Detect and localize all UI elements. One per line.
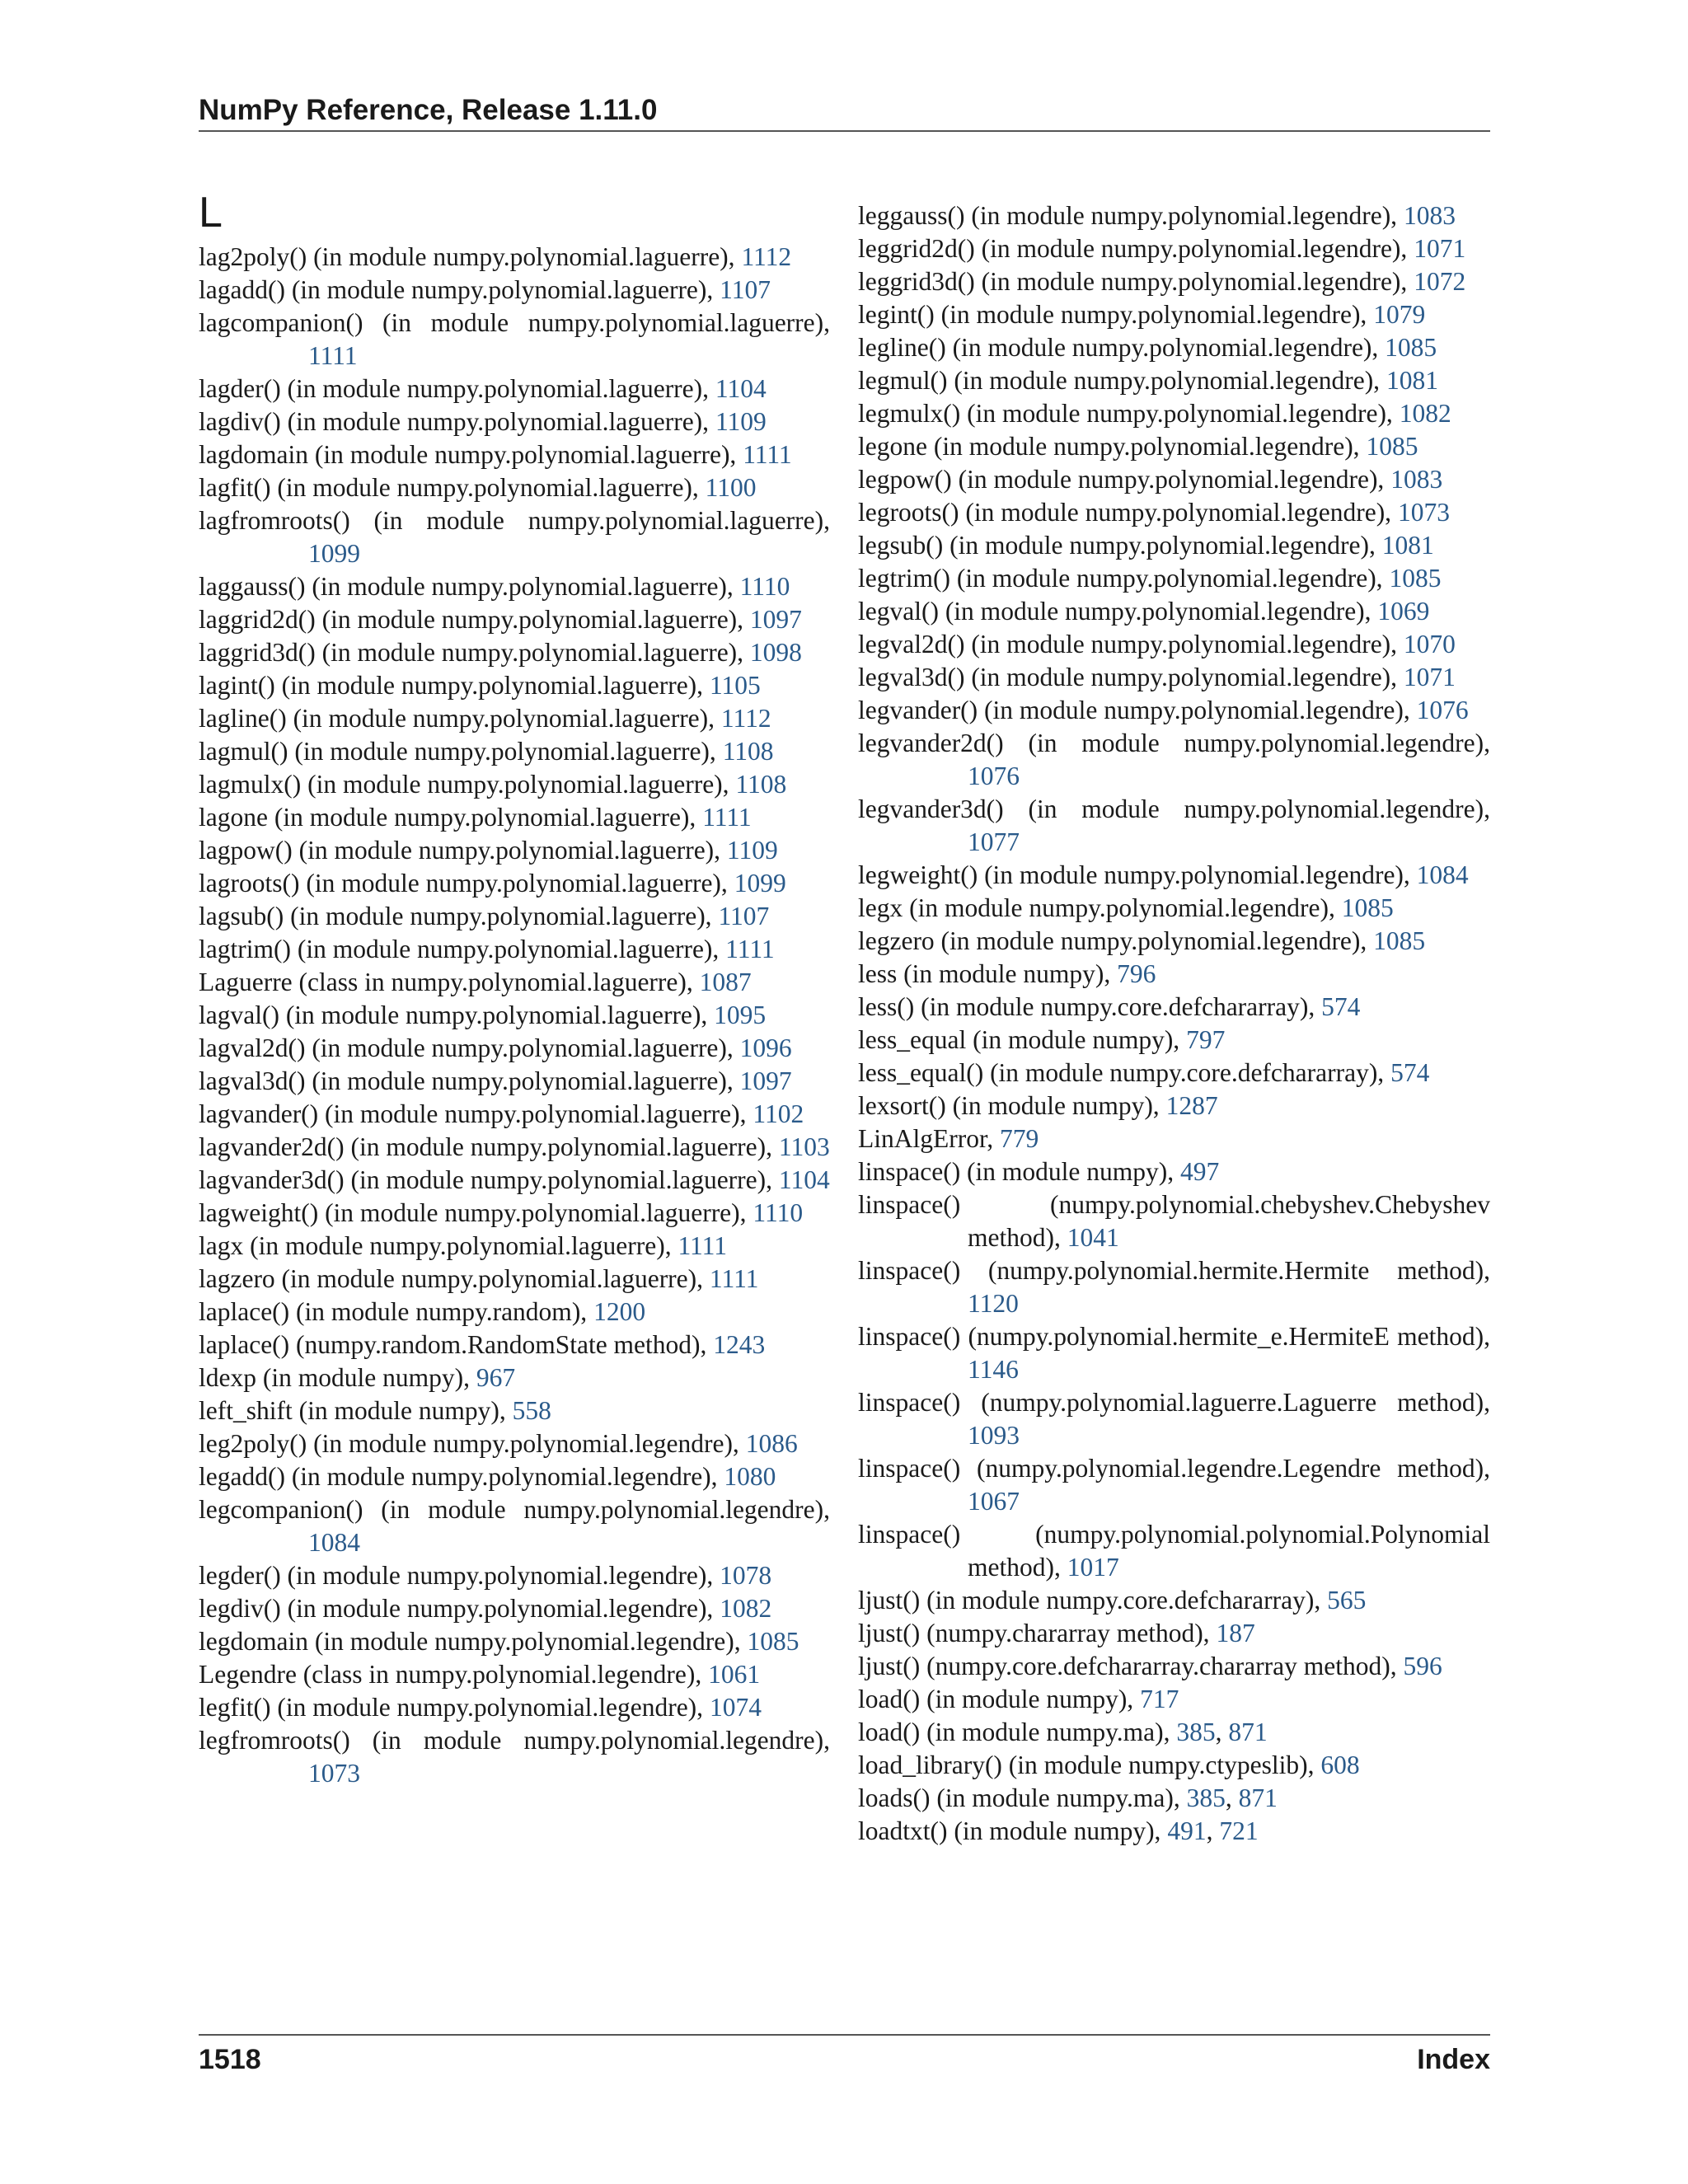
page-link[interactable]: 1108 — [735, 770, 787, 799]
index-entry-term: lagtrim() (in module numpy.polynomial.laguerre), — [199, 935, 726, 963]
page-link[interactable]: 1099 — [734, 869, 786, 898]
index-entry — [199, 1065, 830, 1098]
page-link[interactable]: 1287 — [1165, 1091, 1218, 1120]
index-entry — [858, 859, 1490, 892]
index-entry — [858, 1090, 1490, 1122]
index-entry — [199, 834, 830, 867]
page-link[interactable]: 796 — [1117, 959, 1156, 988]
page-link[interactable]: 1087 — [699, 968, 752, 996]
index-entry — [199, 405, 830, 438]
index-entry-term: Legendre (class in numpy.polynomial.legendre), — [199, 1660, 709, 1689]
page-link[interactable]: 1111 — [709, 1264, 759, 1293]
page-link[interactable]: 1097 — [749, 605, 802, 634]
footer-rule — [199, 2034, 1490, 2036]
index-entry-term: lagvander3d() (in module numpy.polynomial.laguerre), — [199, 1165, 779, 1194]
index-entry — [199, 1493, 830, 1559]
index-entry — [858, 199, 1490, 232]
index-entry-term: legadd() (in module numpy.polynomial.legendre), — [199, 1462, 724, 1491]
index-entry-term: legline() (in module numpy.polynomial.legendre), — [858, 333, 1386, 362]
index-entry-term: legvander3d() (in module numpy.polynomial.legendre), — [858, 794, 1490, 823]
index-entry-term: lagval3d() (in module numpy.polynomial.laguerre), — [199, 1066, 740, 1095]
index-entry-term: legdiv() (in module numpy.polynomial.legendre), — [199, 1594, 720, 1623]
index-entry-term: lagsub() (in module numpy.polynomial.laguerre), — [199, 902, 719, 930]
index-entry-term: legsub() (in module numpy.polynomial.legendre), — [858, 531, 1382, 560]
page-link[interactable]: 1086 — [745, 1429, 798, 1458]
page-link[interactable]: 1084 — [308, 1528, 360, 1557]
page-link[interactable]: 1061 — [708, 1660, 761, 1689]
index-entry — [858, 694, 1490, 727]
index-entry-term: lexsort() (in module numpy), — [858, 1091, 1166, 1120]
index-entry-term: less (in module numpy), — [858, 959, 1118, 988]
index-entry-term: lagroots() (in module numpy.polynomial.laguerre), — [199, 869, 734, 898]
index-column-left — [199, 241, 830, 1790]
page-link[interactable]: 574 — [1321, 992, 1361, 1021]
index-entry — [858, 1122, 1490, 1155]
index-entry — [199, 1592, 830, 1625]
index-entry-term: leggauss() (in module numpy.polynomial.legendre), — [858, 201, 1404, 230]
page-link[interactable]: 1081 — [1386, 366, 1438, 395]
index-entry-term: lagmulx() (in module numpy.polynomial.laguerre), — [199, 770, 736, 799]
index-entry — [858, 1320, 1490, 1386]
index-entry — [199, 867, 830, 900]
page-link[interactable]: 558 — [512, 1396, 551, 1425]
page-link[interactable]: 1243 — [713, 1330, 766, 1359]
page-link[interactable]: 1085 — [1389, 564, 1442, 593]
index-entry — [858, 463, 1490, 496]
index-entry-term: lagval2d() (in module numpy.polynomial.laguerre), — [199, 1033, 740, 1062]
index-entry — [199, 471, 830, 504]
page-link[interactable]: 1111 — [702, 803, 752, 832]
page-link[interactable]: 1070 — [1403, 630, 1456, 658]
page-link[interactable]: 1109 — [715, 407, 767, 436]
index-entry — [199, 1724, 830, 1790]
index-entry — [199, 1032, 830, 1065]
header-rule — [199, 130, 1490, 132]
index-entry-term: Laguerre (class in numpy.polynomial.laguerre), — [199, 968, 700, 996]
index-entry: loads() (in module numpy.ma), 385, 871 — [858, 1783, 1278, 1812]
index-entry — [199, 1691, 830, 1724]
page-link[interactable]: 1080 — [724, 1462, 776, 1491]
index-entry-term: legvander() (in module numpy.polynomial.legendre), — [858, 696, 1417, 724]
page-link[interactable]: 1146 — [968, 1355, 1019, 1384]
index-entry-term: legx (in module numpy.polynomial.legendre), — [858, 893, 1342, 922]
index-entry-term: legtrim() (in module numpy.polynomial.legendre), — [858, 564, 1390, 593]
page-link[interactable]: 1103 — [778, 1132, 830, 1161]
index-entry — [858, 1683, 1490, 1716]
index-entry-term: legcompanion() (in module numpy.polynomial.legendre), — [199, 1495, 830, 1524]
index-entry-term: legweight() (in module numpy.polynomial.legendre), — [858, 860, 1417, 889]
page-link[interactable]: 1083 — [1403, 201, 1456, 230]
page-link[interactable]: 1079 — [1373, 300, 1426, 329]
index-entry-term: linspace() (in module numpy), — [858, 1157, 1181, 1186]
page-link[interactable]: 1108 — [722, 737, 774, 766]
index-entry-term: loadtxt() (in module numpy), — [858, 1816, 1168, 1845]
page-link[interactable]: 1110 — [753, 1198, 804, 1227]
index-entry-term: linspace() (numpy.polynomial.hermite_e.HermiteE method), — [858, 1322, 1490, 1351]
page-link[interactable]: 797 — [1186, 1025, 1226, 1054]
page-link[interactable]: 1096 — [739, 1033, 792, 1062]
index-entry-term: lagdomain (in module numpy.polynomial.laguerre), — [199, 440, 743, 469]
index-entry — [199, 1394, 830, 1427]
index-entry — [199, 274, 830, 307]
index-entry — [199, 1131, 830, 1164]
index-entry — [199, 438, 830, 471]
index-entry — [858, 595, 1490, 628]
index-entry — [199, 636, 830, 669]
index-entry-term: legdomain (in module numpy.polynomial.legendre), — [199, 1627, 748, 1656]
index-entry-term: ldexp (in module numpy), — [199, 1363, 476, 1392]
index-entry — [858, 991, 1490, 1024]
index-entry — [199, 1329, 830, 1361]
index-entry-term: leg2poly() (in module numpy.polynomial.legendre), — [199, 1429, 746, 1458]
page-link[interactable]: 1105 — [709, 671, 761, 700]
index-entry-term: lagfromroots() (in module numpy.polynomial.laguerre), — [199, 506, 830, 535]
page-link[interactable]: 596 — [1403, 1652, 1442, 1680]
index-entry-term: legder() (in module numpy.polynomial.legendre), — [199, 1561, 720, 1590]
index-entry-term: lagadd() (in module numpy.polynomial.laguerre), — [199, 275, 720, 304]
index-entry — [858, 1584, 1490, 1617]
index-entry — [858, 298, 1490, 331]
page-link[interactable]: 967 — [476, 1363, 516, 1392]
page-number: 1518 — [199, 2044, 261, 2075]
index-entry — [199, 1164, 830, 1197]
index-entry-term: lagvander2d() (in module numpy.polynomial.laguerre), — [199, 1132, 779, 1161]
page-link[interactable]: 1099 — [308, 539, 360, 568]
index-entry — [199, 768, 830, 801]
page-link[interactable]: 1076 — [1416, 696, 1469, 724]
page-link[interactable]: 779 — [999, 1124, 1039, 1153]
index-entry-term: legmul() (in module numpy.polynomial.legendre), — [858, 366, 1386, 395]
index-entry — [858, 364, 1490, 397]
index-entry-term: lagval() (in module numpy.polynomial.laguerre), — [199, 1001, 715, 1029]
index-entry-term: laplace() (in module numpy.random), — [199, 1297, 594, 1326]
running-header: NumPy Reference, Release 1.11.0 — [199, 94, 658, 126]
index-entry-term: legval2d() (in module numpy.polynomial.legendre), — [858, 630, 1404, 658]
index-entry-term: lagder() (in module numpy.polynomial.laguerre), — [199, 374, 715, 403]
page-link[interactable]: 1085 — [1366, 432, 1418, 461]
index-entry-term: legval() (in module numpy.polynomial.legendre), — [858, 597, 1378, 626]
page-link[interactable]: 1073 — [1397, 498, 1450, 527]
index-entry — [199, 1098, 830, 1131]
index-entry — [199, 1427, 830, 1460]
index-entry-term: lagone (in module numpy.polynomial.laguerre), — [199, 803, 703, 832]
page-link[interactable]: 1111 — [308, 341, 358, 370]
page-link[interactable]: 1067 — [968, 1487, 1020, 1516]
page-link[interactable]: 1111 — [678, 1231, 727, 1260]
section-letter: L — [199, 189, 223, 237]
index-entry-term: load_library() (in module numpy.ctypeslib), — [858, 1750, 1321, 1779]
index-entry: loadtxt() (in module numpy), 491, 721 — [858, 1816, 1259, 1845]
index-entry-term: laggauss() (in module numpy.polynomial.laguerre), — [199, 572, 740, 601]
index-entry-term: laplace() (numpy.random.RandomState method), — [199, 1330, 714, 1359]
index-entry-term: load() (in module numpy.ma), — [858, 1718, 1177, 1746]
page-link[interactable]: 1071 — [1403, 663, 1456, 691]
index-entry — [199, 669, 830, 702]
index-entry-term: laggrid2d() (in module numpy.polynomial.laguerre), — [199, 605, 750, 634]
footer — [199, 2041, 1490, 2078]
index-entry-term: ljust() (in module numpy.core.defchararray), — [858, 1586, 1328, 1615]
page-link[interactable]: 1085 — [1373, 926, 1426, 955]
page-link[interactable]: 1093 — [968, 1421, 1020, 1450]
index-entry-term: linspace() (numpy.polynomial.hermite.Hermite method), — [858, 1256, 1490, 1285]
index-entry — [858, 793, 1490, 859]
page-link[interactable]: 1111 — [743, 440, 792, 469]
page-link[interactable]: 1085 — [747, 1627, 799, 1656]
index-entry — [858, 925, 1490, 958]
index-entry — [199, 241, 830, 274]
page-link[interactable]: 1102 — [753, 1099, 804, 1128]
index-entry — [199, 702, 830, 735]
page-link[interactable]: 1112 — [720, 704, 771, 733]
index-entry — [199, 1197, 830, 1230]
index-entry-term: legmulx() (in module numpy.polynomial.legendre), — [858, 399, 1400, 428]
index-entry-term: linspace() (numpy.polynomial.laguerre.Laguerre method), — [858, 1388, 1490, 1417]
page-link[interactable]: 1082 — [1399, 399, 1451, 428]
index-entry-term: legfit() (in module numpy.polynomial.legendre), — [199, 1693, 710, 1722]
page-link[interactable]: 1110 — [739, 572, 790, 601]
page-link[interactable]: 1078 — [720, 1561, 772, 1590]
index-entry-term: ljust() (numpy.core.defchararray.chararray method), — [858, 1652, 1404, 1680]
index-entry — [199, 373, 830, 405]
page-link[interactable]: 1107 — [720, 275, 771, 304]
page-link[interactable]: 871 — [1228, 1718, 1268, 1746]
index-entry — [199, 735, 830, 768]
index-entry — [858, 1155, 1490, 1188]
index-entry-term: legpow() (in module numpy.polynomial.legendre), — [858, 465, 1391, 494]
index-entry-term: left_shift (in module numpy), — [199, 1396, 513, 1425]
index-entry — [858, 430, 1490, 463]
page-link[interactable]: 385 — [1186, 1783, 1226, 1812]
index-entry-term: loads() (in module numpy.ma), — [858, 1783, 1187, 1812]
page-link[interactable]: 1097 — [739, 1066, 792, 1095]
index-entry — [199, 1559, 830, 1592]
index-entry — [858, 1518, 1490, 1584]
index-entry — [199, 801, 830, 834]
index-entry: load() (in module numpy.ma), 385, 871 — [858, 1718, 1268, 1746]
page-link[interactable]: 1072 — [1414, 267, 1466, 296]
index-entry-term: ljust() (numpy.chararray method), — [858, 1619, 1217, 1647]
index-entry — [858, 958, 1490, 991]
index-entry — [858, 562, 1490, 595]
index-entry — [858, 892, 1490, 925]
index-entry — [199, 1296, 830, 1329]
page-link[interactable]: 1111 — [725, 935, 775, 963]
page-link[interactable]: 1120 — [968, 1289, 1019, 1318]
page-link[interactable]: 1112 — [741, 242, 792, 271]
index-entry — [199, 307, 830, 373]
index-entry — [199, 900, 830, 933]
index-entry-term: lagint() (in module numpy.polynomial.laguerre), — [199, 671, 710, 700]
index-column-right — [858, 199, 1490, 1848]
index-entry-term: less_equal() (in module numpy.core.defchararray), — [858, 1058, 1391, 1087]
index-entry-term: lagfit() (in module numpy.polynomial.laguerre), — [199, 473, 706, 502]
page-link[interactable]: 1069 — [1377, 597, 1430, 626]
index-entry — [858, 265, 1490, 298]
page-link[interactable]: 565 — [1327, 1586, 1367, 1615]
page-link[interactable]: 1073 — [308, 1759, 360, 1788]
page-link[interactable]: 1100 — [705, 473, 757, 502]
index-entry — [858, 1254, 1490, 1320]
page-link[interactable]: 1085 — [1385, 333, 1437, 362]
page-link[interactable]: 187 — [1216, 1619, 1255, 1647]
index-entry — [199, 1460, 830, 1493]
index-entry-term: lagline() (in module numpy.polynomial.laguerre), — [199, 704, 721, 733]
index-entry-term: legroots() (in module numpy.polynomial.legendre), — [858, 498, 1398, 527]
index-entry-term: legzero (in module numpy.polynomial.legendre), — [858, 926, 1374, 955]
page-link[interactable]: 1084 — [1416, 860, 1469, 889]
index-entry — [858, 496, 1490, 529]
index-entry-term: less_equal (in module numpy), — [858, 1025, 1187, 1054]
index-entry — [199, 966, 830, 999]
index-entry-term: lagdiv() (in module numpy.polynomial.laguerre), — [199, 407, 715, 436]
page-link[interactable]: 1071 — [1414, 234, 1466, 263]
index-entry — [858, 232, 1490, 265]
index-entry — [199, 1263, 830, 1296]
index-entry — [858, 1650, 1490, 1683]
page-link[interactable]: 1200 — [593, 1297, 646, 1326]
page-link[interactable]: 1077 — [968, 827, 1020, 856]
page-link[interactable]: 1085 — [1341, 893, 1394, 922]
page-link[interactable]: 871 — [1238, 1783, 1278, 1812]
index-entry-term: lagweight() (in module numpy.polynomial.laguerre), — [199, 1198, 753, 1227]
page-link[interactable]: 1017 — [1067, 1553, 1119, 1582]
index-entry-term: leggrid3d() (in module numpy.polynomial.legendre), — [858, 267, 1414, 296]
page-link[interactable]: 1104 — [715, 374, 767, 403]
index-entry — [858, 331, 1490, 364]
page-link[interactable]: 721 — [1219, 1816, 1259, 1845]
index-entry — [858, 727, 1490, 793]
index-entry — [199, 570, 830, 603]
index-entry-term: legval3d() (in module numpy.polynomial.legendre), — [858, 663, 1404, 691]
page-link[interactable]: 1083 — [1390, 465, 1443, 494]
index-entry — [199, 1361, 830, 1394]
index-entry — [858, 628, 1490, 661]
index-entry-term: legfromroots() (in module numpy.polynomial.legendre), — [199, 1726, 830, 1755]
index-entry-term: lagx (in module numpy.polynomial.laguerre), — [199, 1231, 678, 1260]
page-link[interactable]: 1081 — [1381, 531, 1434, 560]
index-entry — [858, 529, 1490, 562]
index-entry-term: laggrid3d() (in module numpy.polynomial.laguerre), — [199, 638, 750, 667]
page-link[interactable]: 1104 — [778, 1165, 830, 1194]
index-entry-term: lagvander() (in module numpy.polynomial.laguerre), — [199, 1099, 753, 1128]
index-entry — [858, 1057, 1490, 1090]
index-entry-term: lagcompanion() (in module numpy.polynomial.laguerre), — [199, 308, 830, 337]
page-link[interactable]: 1095 — [714, 1001, 767, 1029]
index-entry-term: linspace() (numpy.polynomial.legendre.Legendre method), — [858, 1454, 1490, 1483]
index-entry-term: less() (in module numpy.core.defchararray), — [858, 992, 1322, 1021]
page-link[interactable]: 574 — [1390, 1058, 1430, 1087]
index-entry — [199, 1658, 830, 1691]
index-entry-term: linspace() (numpy.polynomial.polynomial.Polynomial method), — [858, 1520, 1490, 1582]
page-link[interactable]: 497 — [1180, 1157, 1220, 1186]
footer-section-name: Index — [1417, 2044, 1490, 2075]
index-entry-term: linspace() (numpy.polynomial.chebyshev.Chebyshev method), — [858, 1190, 1490, 1252]
index-entry — [858, 1749, 1490, 1782]
page-link[interactable]: 1109 — [726, 836, 778, 865]
page-link[interactable]: 1041 — [1067, 1223, 1119, 1252]
page-link[interactable]: 1098 — [749, 638, 802, 667]
index-entry-term: lag2poly() (in module numpy.polynomial.laguerre), — [199, 242, 742, 271]
page-link[interactable]: 491 — [1167, 1816, 1207, 1845]
page-link[interactable]: 1107 — [718, 902, 770, 930]
index-entry — [199, 603, 830, 636]
index-entry-term: load() (in module numpy), — [858, 1685, 1141, 1713]
index-entry-term: LinAlgError, — [858, 1124, 1000, 1153]
index-entry-term: leggrid2d() (in module numpy.polynomial.legendre), — [858, 234, 1414, 263]
index-entry-term: lagzero (in module numpy.polynomial.laguerre), — [199, 1264, 710, 1293]
page-link[interactable]: 1076 — [968, 762, 1020, 790]
page-link[interactable]: 385 — [1176, 1718, 1216, 1746]
index-entry-term: legint() (in module numpy.polynomial.legendre), — [858, 300, 1374, 329]
index-entry-term: legvander2d() (in module numpy.polynomial.legendre), — [858, 729, 1490, 757]
index-entry — [858, 661, 1490, 694]
index-entry — [858, 1386, 1490, 1452]
index-entry — [199, 504, 830, 570]
index-entry — [858, 1617, 1490, 1650]
index-entry — [199, 1625, 830, 1658]
page-link[interactable]: 717 — [1140, 1685, 1179, 1713]
index-entry-term: lagmul() (in module numpy.polynomial.laguerre), — [199, 737, 723, 766]
page-link[interactable]: 1082 — [720, 1594, 772, 1623]
page-link[interactable]: 608 — [1320, 1750, 1360, 1779]
index-entry — [858, 397, 1490, 430]
index-entry — [858, 1024, 1490, 1057]
index-entry — [858, 1188, 1490, 1254]
index-entry-term: lagpow() (in module numpy.polynomial.laguerre), — [199, 836, 727, 865]
index-entry — [199, 933, 830, 966]
page-link[interactable]: 1074 — [709, 1693, 762, 1722]
index-entry-term: legone (in module numpy.polynomial.legendre), — [858, 432, 1367, 461]
index-entry — [858, 1452, 1490, 1518]
index-entry — [199, 1230, 830, 1263]
index-entry — [199, 999, 830, 1032]
